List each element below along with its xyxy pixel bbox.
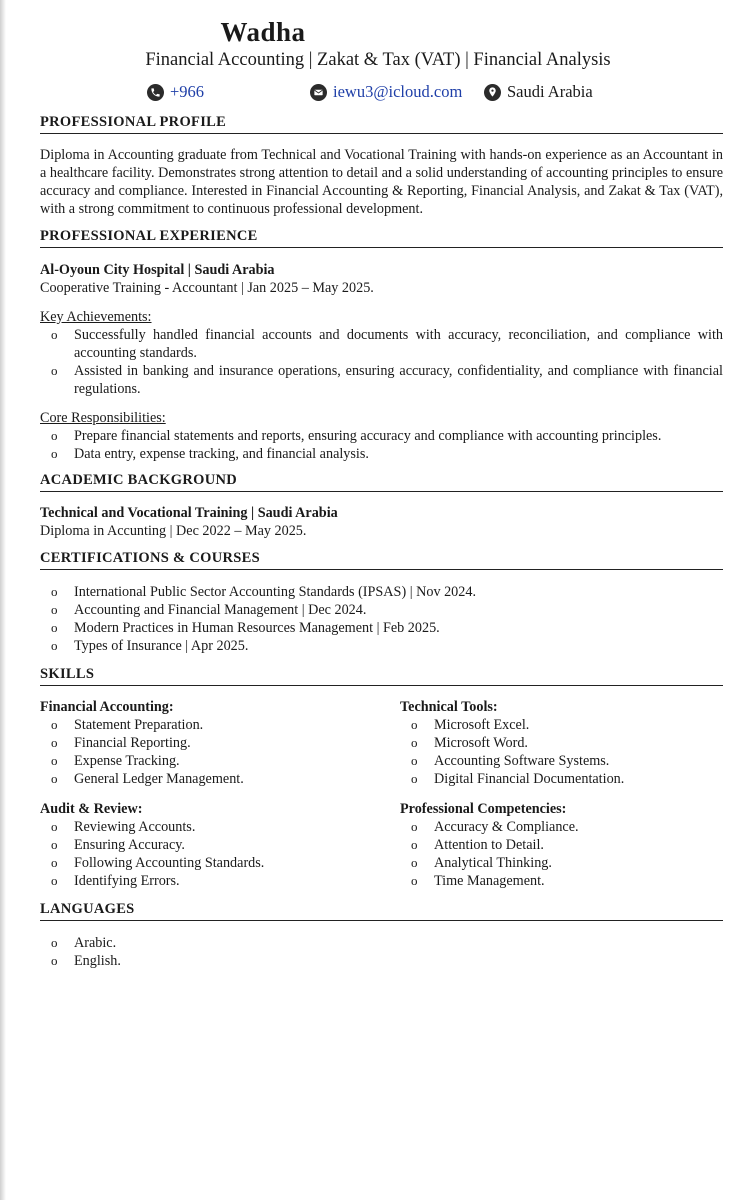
list-item: o Time Management. xyxy=(400,872,723,890)
profile-section xyxy=(40,113,723,218)
skill-list xyxy=(40,818,400,890)
skill-group-title: Audit & Review: xyxy=(40,801,143,817)
skill-group xyxy=(40,698,400,788)
email-icon xyxy=(310,84,327,101)
skills-row xyxy=(40,800,723,890)
list-item: o Types of Insurance | Apr 2025. xyxy=(40,637,723,655)
phone-number: +966 xyxy=(170,82,205,101)
responsibilities-label: Core Responsibilities: xyxy=(40,410,166,426)
degree-info: Diploma in Accunting | Dec 2022 – May 2025. xyxy=(40,523,307,539)
contact-location xyxy=(484,82,593,102)
experience-section xyxy=(40,227,723,463)
location-pin-icon xyxy=(484,84,501,101)
page-edge-shadow xyxy=(0,0,6,1200)
section-heading: PROFESSIONAL EXPERIENCE xyxy=(40,227,723,248)
section-heading: CERTIFICATIONS & COURSES xyxy=(40,549,723,570)
education-section xyxy=(40,471,723,540)
list-item: o Attention to Detail. xyxy=(400,836,723,854)
responsibilities-list xyxy=(40,427,723,463)
list-item: o Microsoft Word. xyxy=(400,734,723,752)
list-item: o Analytical Thinking. xyxy=(400,854,723,872)
achievements-list xyxy=(40,326,723,398)
list-item: o Expense Tracking. xyxy=(40,752,400,770)
section-heading: LANGUAGES xyxy=(40,900,723,921)
list-item: o Financial Reporting. xyxy=(40,734,400,752)
list-item: o Successfully handled financial accounts and documents with accuracy, reconciliation, and compliance with accounting standards. xyxy=(40,326,723,362)
certifications-section xyxy=(40,549,723,655)
skill-group xyxy=(40,800,400,890)
professional-title: Financial Accounting | Zakat & Tax (VAT) | Financial Analysis xyxy=(145,50,611,70)
contact-phone[interactable] xyxy=(147,82,204,102)
list-item: o General Ledger Management. xyxy=(40,770,400,788)
skill-group xyxy=(400,698,723,788)
job-role: Cooperative Training - Accountant | Jan 2025 – May 2025. xyxy=(40,280,374,296)
employer-name: Al-Oyoun City Hospital | Saudi Arabia xyxy=(40,262,275,278)
phone-icon xyxy=(147,84,164,101)
section-heading: ACADEMIC BACKGROUND xyxy=(40,471,723,492)
list-item: o Accounting and Financial Management | Dec 2024. xyxy=(40,601,723,619)
skill-group-title: Professional Competencies: xyxy=(400,801,567,817)
list-item: o Data entry, expense tracking, and financial analysis. xyxy=(40,445,723,463)
list-item: o Following Accounting Standards. xyxy=(40,854,400,872)
languages-section xyxy=(40,900,723,970)
list-item: o Microsoft Excel. xyxy=(400,716,723,734)
list-item: o International Public Sector Accounting Standards (IPSAS) | Nov 2024. xyxy=(40,583,723,601)
skill-list xyxy=(400,818,723,890)
list-item: o English. xyxy=(40,952,723,970)
skill-list xyxy=(40,716,400,788)
list-item: o Accuracy & Compliance. xyxy=(400,818,723,836)
skill-group-title: Financial Accounting: xyxy=(40,699,174,715)
list-item: o Digital Financial Documentation. xyxy=(400,770,723,788)
list-item: o Modern Practices in Human Resources Management | Feb 2025. xyxy=(40,619,723,637)
section-heading: SKILLS xyxy=(40,665,723,686)
list-item: o Prepare financial statements and reports, ensuring accuracy and compliance with accounting principles. xyxy=(40,427,723,445)
location-text: Saudi Arabia xyxy=(507,82,593,101)
certifications-list xyxy=(40,583,723,655)
list-item: o Assisted in banking and insurance operations, ensuring accuracy, confidentiality, and compliance with financial regulations. xyxy=(40,362,723,398)
languages-list xyxy=(40,934,723,970)
institution-name: Technical and Vocational Training | Saudi Arabia xyxy=(40,505,338,521)
list-item: o Ensuring Accuracy. xyxy=(40,836,400,854)
candidate-name: Wadha xyxy=(220,17,306,47)
list-item: o Identifying Errors. xyxy=(40,872,400,890)
skill-group-title: Technical Tools: xyxy=(400,699,498,715)
section-heading: PROFESSIONAL PROFILE xyxy=(40,113,723,134)
list-item: o Arabic. xyxy=(40,934,723,952)
profile-summary: Diploma in Accounting graduate from Technical and Vocational Training with hands-on experience as an Accountant in a healthcare facility. Demonstrates strong attention to detail and a solid understanding of accounting principles to ensure accuracy and compliance. Interested in Financial Accounting & Reporting, Financial Analysis, and Zakat & Tax (VAT), with a strong commitment to continuous professional development. xyxy=(40,147,723,217)
skills-row xyxy=(40,698,723,788)
email-address: iewu3@icloud.com xyxy=(333,82,463,101)
list-item: o Reviewing Accounts. xyxy=(40,818,400,836)
achievements-label: Key Achievements: xyxy=(40,309,152,325)
skills-section xyxy=(40,665,723,890)
skill-group xyxy=(400,800,723,890)
list-item: o Statement Preparation. xyxy=(40,716,400,734)
list-item: o Accounting Software Systems. xyxy=(400,752,723,770)
contact-email[interactable] xyxy=(310,82,462,102)
skill-list xyxy=(400,716,723,788)
